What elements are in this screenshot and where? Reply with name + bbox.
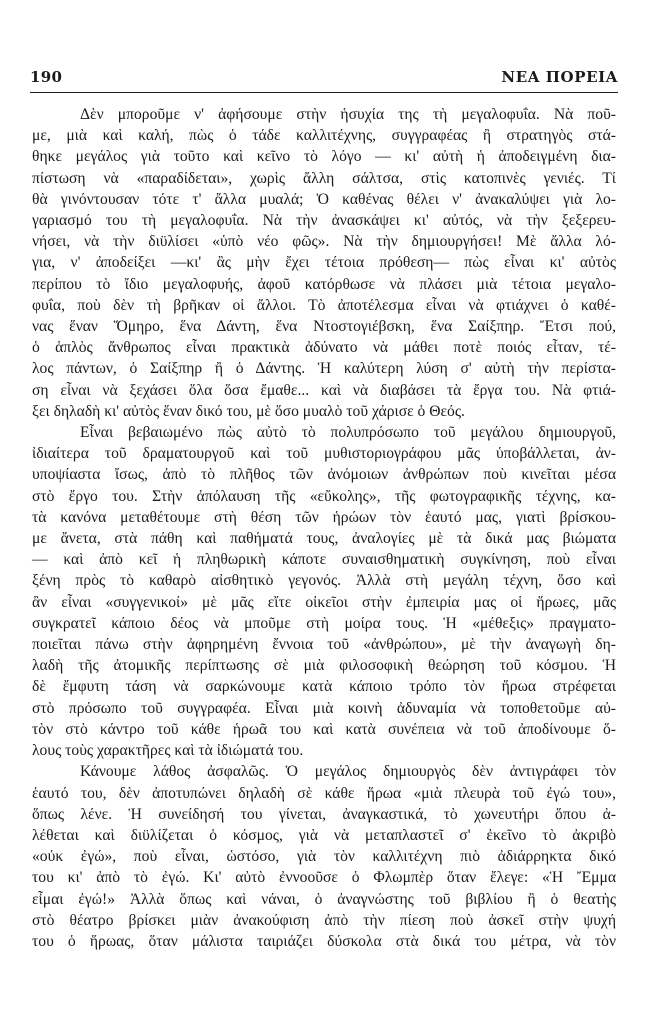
text-line: στὸ θέατρο βρίσκει μιὰν ἀνακούφιση ἀπὸ τὴν πίεση ποὺ ἀσκεῖ στὴν ψυχή bbox=[32, 911, 616, 929]
text-line: θηκε μεγάλος γιὰ τοῦτο καὶ κεῖνο τὸ λόγο — κι' αὐτὴ ἡ ἀποδειγμένη δια- bbox=[32, 148, 616, 166]
text-line: τὰ κανόνα μεταθέτουμε στὴ θέση τῶν ἡρώων τὸν ἑαυτό μας, γιατὶ βρίσκου- bbox=[32, 508, 616, 526]
text-line: λέθεται καὶ διϋλίζεται ὁ κόσμος, γιὰ νὰ μεταπλαστεῖ σ' ἐκεῖνο τὸ ἀκριβὸ bbox=[32, 826, 616, 844]
text-line: με, μιὰ καὶ καλή, πὼς ὁ τάδε καλλιτέχνης, συγγραφέας ἢ στρατηγὸς στά- bbox=[32, 127, 616, 145]
text-line: ποιεῖται πάνω στὴν ἀφηρημένη ἔννοια τοῦ «ἀνθρώπου», μὲ τὴν ἀναγωγὴ δη- bbox=[32, 636, 616, 654]
text-line: τὸν στὸ κάντρο τοῦ κάθε ἡρωᾶ του καὶ κατὰ συνέπεια νὰ τοῦ ἀποδίνουμε ὅ- bbox=[32, 720, 616, 738]
text-line: συγκρατεῖ κάποιο δέος νὰ μποῦμε στὴ μοίρα τους. Ἡ «μέθεξις» πραγματο- bbox=[32, 614, 616, 632]
text-line: λους τοὺς χαρακτῆρες καὶ τὰ ἰδιώματά του. bbox=[32, 742, 304, 760]
text-line: γαριασμό του τὴ μεγαλοφυΐα. Νὰ τὴν ἀνασκάψει κι' αὐτός, νὰ τὴν ξεξερευ- bbox=[32, 212, 616, 230]
text-line: ὅπως λένε. Ἡ συνείδησή του γίνεται, ἀναγκαστικά, τὸ χωνευτήρι ὅπου ἀ- bbox=[32, 805, 616, 823]
text-line: λαδὴ τῆς ἀτομικῆς περίπτωσης σὲ μιὰ φιλοσοφικὴ θεώρηση τοῦ κόσμου. Ἡ bbox=[32, 657, 616, 675]
running-header bbox=[30, 68, 618, 92]
text-line: ξει δηλαδὴ κι' αὐτὸς ἕναν δικό του, μὲ ὅσο μυαλὸ τοῦ χάρισε ὁ Θεός. bbox=[32, 402, 465, 420]
header-rule bbox=[30, 92, 618, 93]
text-line: νήσει, νὰ τὴν διϋλίσει «ὑπὸ νέο φῶς». Νὰ τὴν δημιουργήσει! Μὲ ἄλλα λό- bbox=[32, 233, 616, 251]
text-line: ὁ ἁπλὸς ἄνθρωπος εἶναι πρακτικὰ ἀδύνατο νὰ μάθει ποτὲ ποιός εἶταν, τέ- bbox=[32, 339, 616, 357]
page-number: 190 bbox=[30, 68, 63, 86]
text-line: πίστωση νὰ «παραδίδεται», χωρὶς ἄλλη σάλτσα, στὶς κατοπινὲς γενιές. Τί bbox=[32, 169, 616, 187]
text-line: στὸ πρόσωπο τοῦ συγγραφέα. Εἶναι μιὰ κοινὴ ἀδυναμία νὰ τοποθετοῦμε αὐ- bbox=[32, 699, 616, 717]
text-line: στὸ ἔργο του. Στὴν ἀπόλαυση τῆς «εὔκολης», τῆς φωτογραφικῆς τέχνης, κα- bbox=[32, 487, 616, 505]
text-line: εἶμαι ἐγώ!» Ἀλλὰ ὅπως καὶ νάναι, ὁ ἀναγνώστης τοῦ βιβλίου ἢ ὁ θεατὴς bbox=[32, 890, 616, 908]
text-line: νας ἕναν Ὅμηρο, ἕνα Δάντη, ἕνα Ντοστογιέβσκη, ἕνα Σαίξπηρ. Ἔτσι πού, bbox=[32, 318, 616, 336]
text-line: δὲ ἔμφυτη τάση νὰ σαρκώνουμε κατὰ κάποιο τρόπο τὸν ἥρωα στρέφεται bbox=[32, 678, 616, 696]
text-line: με ἄνετα, στὰ πάθη καὶ παθήματά τους, ἀναλογίες μὲ τὰ δικά μας βιώματα bbox=[32, 530, 616, 548]
text-line: του κι' ἀπὸ τὸ ἐγώ. Κι' αὐτὸ ἐννοοῦσε ὁ Φλωμπὲρ ὅταν ἔλεγε: «Ἡ Ἔμμα bbox=[32, 869, 616, 887]
text-line: Κάνουμε λάθος ἀσφαλῶς. Ὁ μεγάλος δημιουργὸς δὲν ἀντιγράφει τὸν bbox=[80, 763, 616, 781]
text-line: φυΐα, ποὺ δὲν τὴ βρῆκαν οἱ ἄλλοι. Τὸ ἀποτέλεσμα εἶναι νὰ φτιάχνει ὁ καθέ- bbox=[32, 296, 616, 314]
text-line: ἑαυτό του, δὲν ἀποτυπώνει δηλαδὴ σὲ κάθε ἥρωα «μιὰ πλευρὰ τοῦ ἐγώ του», bbox=[32, 784, 616, 802]
text-line: Εἶναι βεβαιωμένο πὼς αὐτὸ τὸ πολυπρόσωπο τοῦ μεγάλου δημιουργοῦ, bbox=[80, 424, 616, 442]
text-line: θὰ γινόντουσαν τότε τ' ἄλλα μυαλά; Ὁ καθένας θέλει ν' ἀνακαλύψει γιὰ λο- bbox=[32, 190, 616, 208]
text-line: για, ν' ἀποδείξει —κι' ἂς μὴν ἔχει τέτοια πρόθεση— πὼς εἶναι κι' αὐτὸς bbox=[32, 254, 616, 272]
text-line: ἂν εἶναι «συγγενικοί» μὲ μᾶς εἴτε οἰκεῖοι στὴν ἐμπειρία μας οἱ ἥρωες, μᾶς bbox=[32, 593, 616, 611]
text-line: ση εἶναι νὰ ξεχάσει ὅλα ὅσα ἔμαθε... καὶ νὰ διαβάσει τὰ ἔργα του. Νὰ φτιά- bbox=[32, 381, 616, 399]
text-line: περίπου τὸ ἴδιο μεγαλοφυής, ἀφοῦ κατόρθωσε νὰ πλάσει μιὰ τέτοια μεγαλο- bbox=[32, 275, 616, 293]
text-line: υποψίαστα ἴσως, ἀπὸ τὸ πλῆθος τῶν ἀνόμοιων ἀνθρώπων ποὺ κινεῖται μέσα bbox=[32, 466, 616, 484]
journal-title: ΝΕΑ ΠΟΡΕΙΑ bbox=[501, 68, 618, 86]
text-line: — καὶ ἀπὸ κεῖ ἡ πληθωρικὴ κάποτε συναισθηματικὴ συγκίνηση, ποὺ εἶναι bbox=[32, 551, 616, 569]
body-text bbox=[32, 104, 616, 952]
text-line: ἰδιαίτερα τοῦ δραματουργοῦ καὶ τοῦ μυθιστοριογράφου μᾶς ὑποβάλλεται, ἀν- bbox=[32, 445, 616, 463]
text-line: του ὁ ἥρωας, ὅταν μάλιστα ταιριάζει δύσκολα στὰ δικά του μέτρα, νὰ τὸν bbox=[32, 932, 616, 950]
text-line: ξένη πρὸς τὸ καθαρὸ αἰσθητικὸ γεγονός. Ἀλλὰ στὴ μεγάλη τέχνη, ὅσο καὶ bbox=[32, 572, 616, 590]
text-line: «οὐκ ἐγώ», ποὺ εἶναι, ὡστόσο, γιὰ τὸν καλλιτέχνη πιὸ ἀδιάρρηκτα δικό bbox=[32, 848, 616, 866]
text-line: Δὲν μποροῦμε ν' ἀφήσουμε στὴν ἡσυχία της τὴ μεγαλοφυΐα. Νὰ ποῦ- bbox=[80, 106, 616, 123]
text-line: λος πάντων, ὁ Σαίξπηρ ἢ ὁ Δάντης. Ἡ καλύτερη λύση σ' αὐτὴ τὴν περίστα- bbox=[32, 360, 616, 378]
